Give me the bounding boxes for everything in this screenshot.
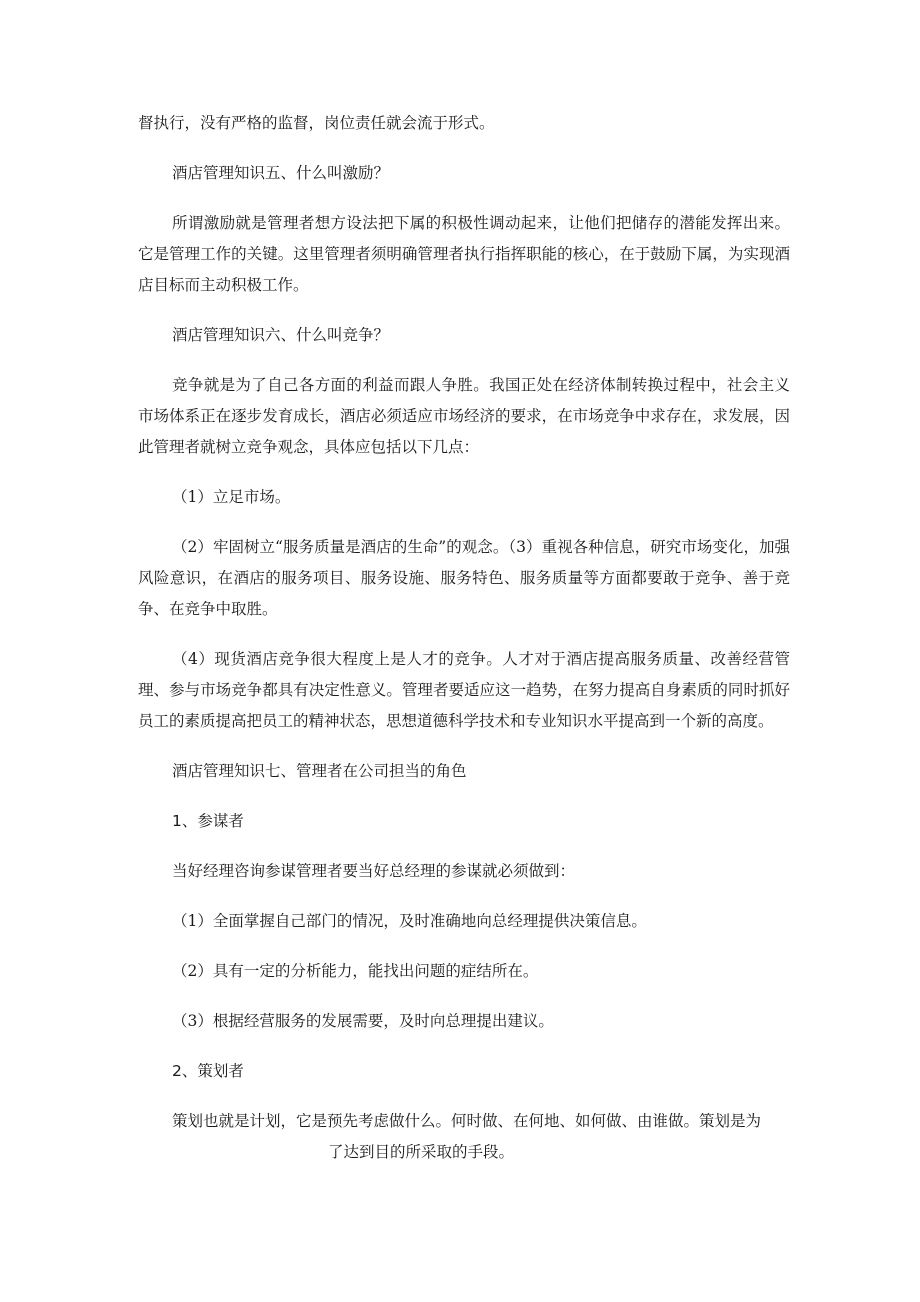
paragraph: 当好经理咨询参谋管理者要当好总经理的参谋就必须做到：: [172, 862, 576, 880]
subsection-heading: 2、策划者: [172, 1062, 244, 1080]
list-item: （2）具有一定的分析能力，能找出问题的症结所在。: [172, 962, 539, 980]
paragraph: 督执行，没有严格的监督，岗位责任就会流于形式。: [138, 114, 495, 132]
final-line-1: 策划也就是计划，它是预先考虑做什么。何时做、在何地、如何做、由谁做。策划是为: [172, 1112, 762, 1130]
final-line-2: 了达到目的所采取的手段。: [328, 1143, 515, 1161]
list-item: （1）全面掌握自己部门的情况，及时准确地向总经理提供决策信息。: [172, 912, 647, 930]
document-body: [138, 108, 790, 1168]
section-heading-6: 酒店管理知识六、什么叫竞争？: [172, 326, 390, 344]
section-heading-5: 酒店管理知识五、什么叫激励？: [172, 164, 390, 182]
list-item: （1）立足市场。: [172, 488, 291, 506]
list-item: （2）牢固树立“服务质量是酒店的生命”的观念。（3）重视各种信息，研究市场变化，加强风险意识，在酒店的服务项目、服务设施、服务特色、服务质量等方面都要敢于竞争、善于竞争、在竞争中取胜。: [138, 538, 790, 618]
list-item: （4）现货酒店竞争很大程度上是人才的竞争。人才对于酒店提高服务质量、改善经营管理、参与市场竞争都具有决定性意义。管理者要适应这一趋势，在努力提高自身素质的同时抓好员工的素质提高把员工的精神状态，思想道德科学技术和专业知识水平提高到一个新的高度。: [138, 650, 790, 730]
final-paragraph: [138, 1106, 790, 1168]
subsection-heading: 1、参谋者: [172, 812, 244, 830]
list-item: （3）根据经营服务的发展需要，及时向总理提出建议。: [172, 1012, 554, 1030]
paragraph: 竞争就是为了自己各方面的利益而跟人争胜。我国正处在经济体制转换过程中，社会主义市场体系正在逐步发育成长，酒店必须适应市场经济的要求，在市场竞争中求存在，求发展，因此管理者就树立竞争观念，具体应包括以下几点：: [138, 376, 790, 456]
section-heading-7: 酒店管理知识七、管理者在公司担当的角色: [172, 762, 467, 780]
paragraph: 所谓激励就是管理者想方设法把下属的积极性调动起来，让他们把储存的潜能发挥出来。它是管理工作的关键。这里管理者须明确管理者执行指挥职能的核心，在于鼓励下属，为实现酒店目标而主动积极工作。: [138, 214, 790, 294]
